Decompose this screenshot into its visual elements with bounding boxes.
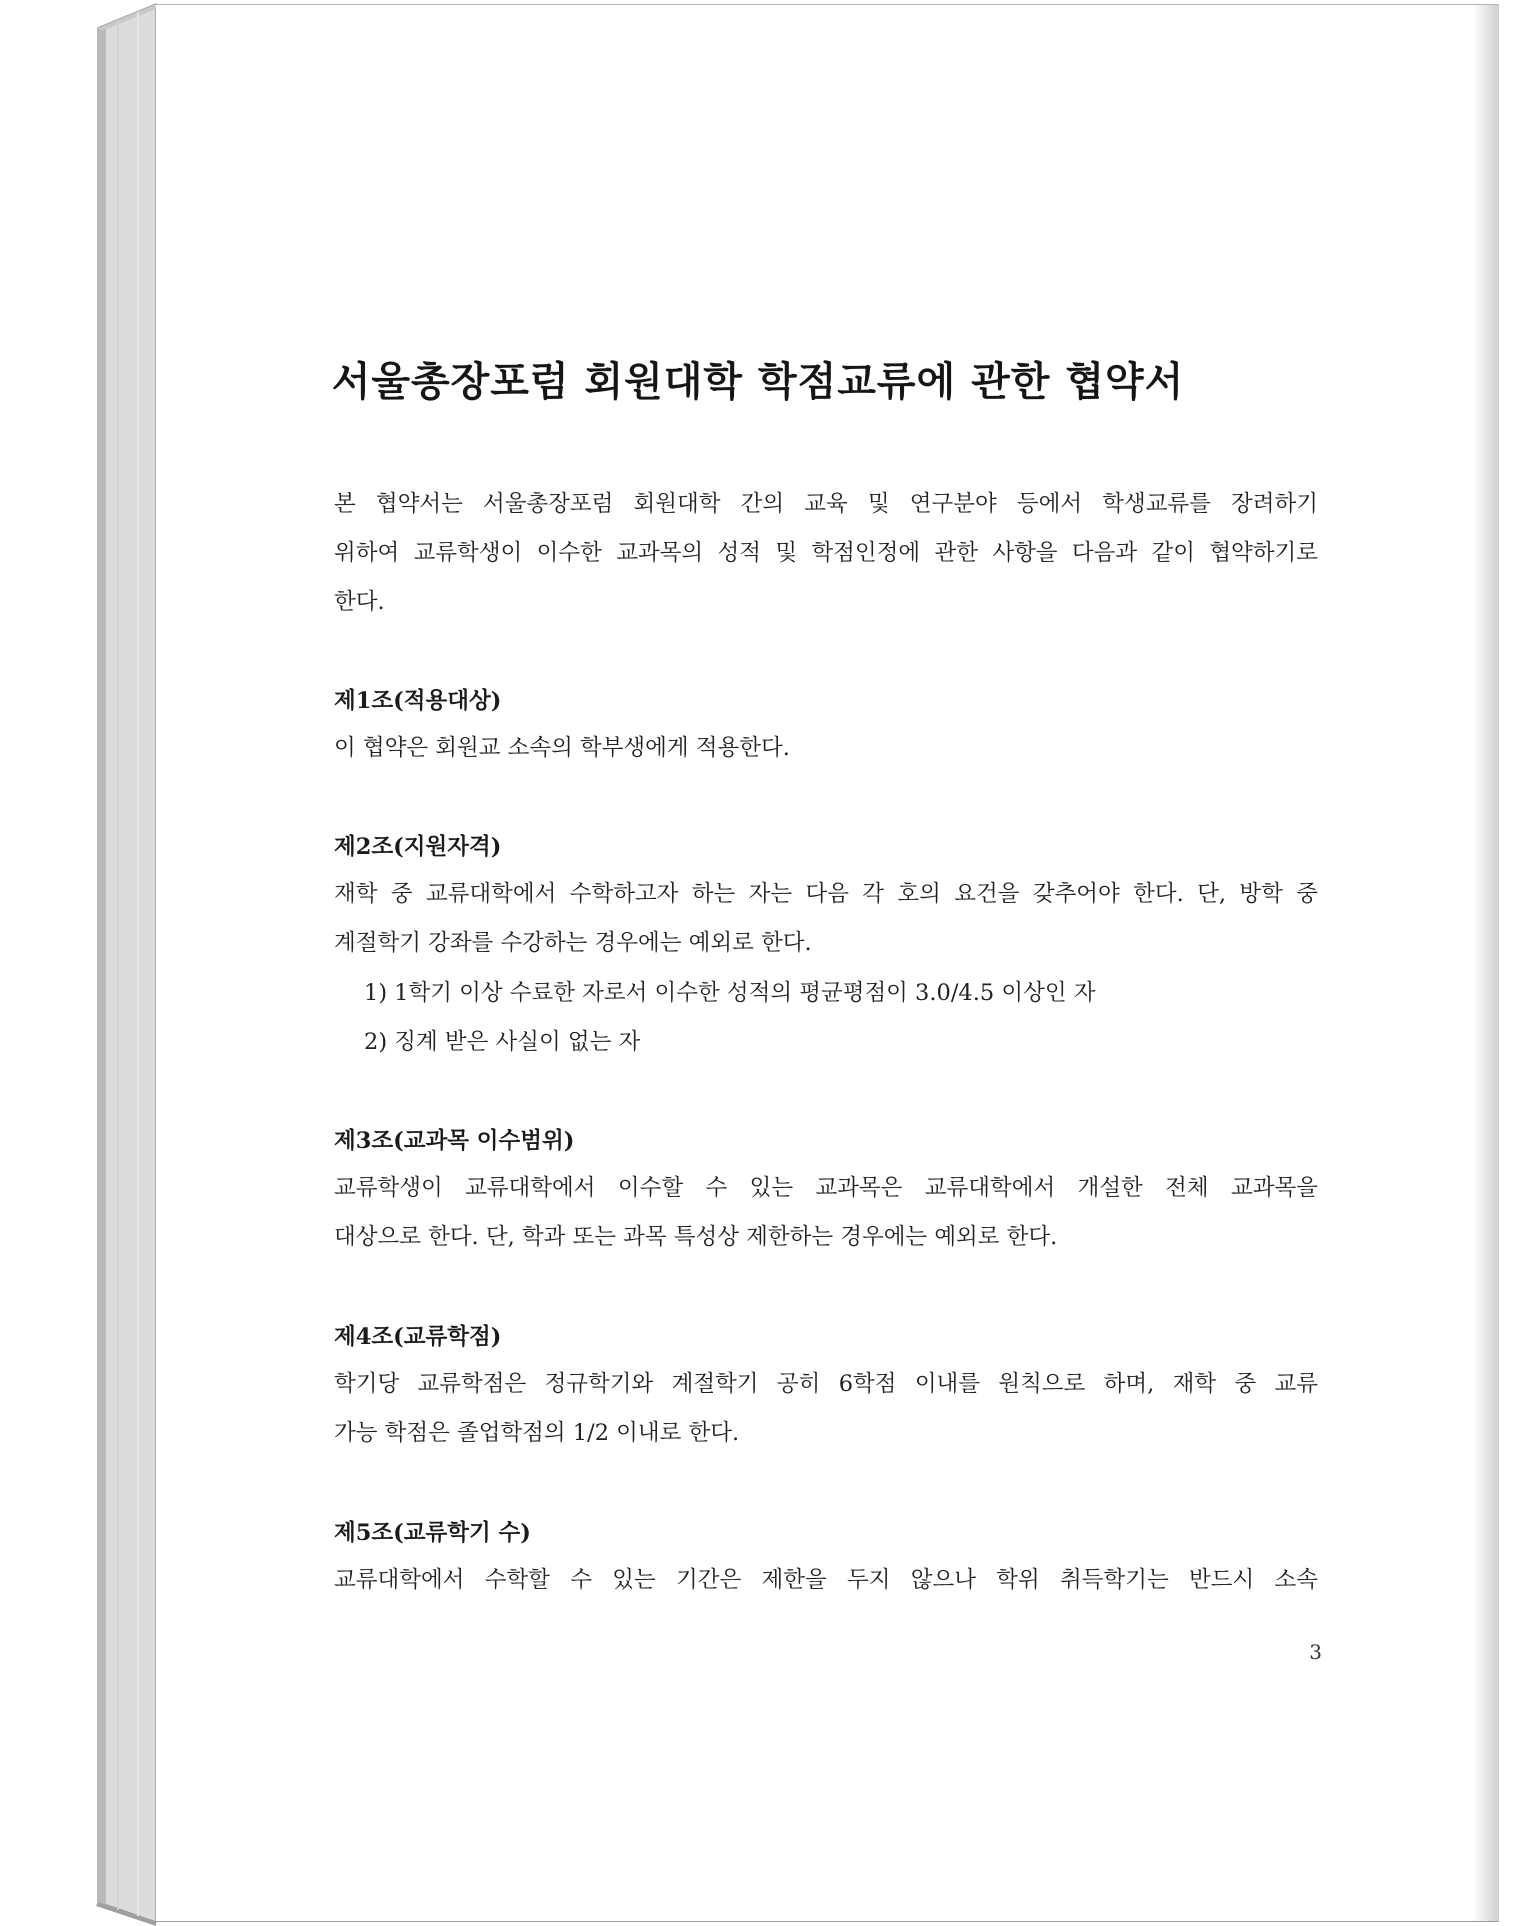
document-title: 서울총장포럼 회원대학 학점교류에 관한 협약서 [331, 359, 1185, 405]
preamble-line-2: 위하여 교류학생이 이수한 교과목의 성적 및 학점인정에 관한 사항을 다음과 같이 협약하기로 [334, 540, 1318, 566]
article-3-line-2: 대상으로 한다. 단, 학과 또는 과목 특성상 제한하는 경우에는 예외로 한다. [334, 1224, 1058, 1250]
article-5-line-1: 교류대학에서 수학할 수 있는 기간은 제한을 두지 않으나 학위 취득학기는 반드시 소속 [334, 1567, 1318, 1593]
article-4-line-1: 학기당 교류학점은 정규학기와 계절학기 공히 6학점 이내를 원칙으로 하며, 재학 중 교류 [334, 1371, 1318, 1397]
article-4-line-2: 가능 학점은 졸업학점의 1/2 이내로 한다. [334, 1420, 740, 1446]
article-1-heading: 제1조(적용대상) [334, 688, 502, 714]
page-number: 3 [1309, 1640, 1322, 1664]
article-1-line-1: 이 협약은 회원교 소속의 학부생에게 적용한다. [334, 735, 790, 761]
article-3-line-1: 교류학생이 교류대학에서 이수할 수 있는 교과목은 교류대학에서 개설한 전체 교과목을 [334, 1175, 1318, 1201]
page-edge-shadow [1472, 5, 1498, 1921]
article-2-heading: 제2조(지원자격) [334, 834, 502, 860]
article-2-line-2: 계절학기 강좌를 수강하는 경우에는 예외로 한다. [334, 930, 812, 956]
article-2-item-1: 1) 1학기 이상 수료한 자로서 이수한 성적의 평균평점이 3.0/4.5 이상인 자 [364, 980, 1096, 1006]
article-5-heading: 제5조(교류학기 수) [334, 1520, 531, 1546]
article-3-heading: 제3조(교과목 이수범위) [334, 1128, 575, 1154]
article-2-item-2: 2) 징계 받은 사실이 없는 자 [364, 1029, 641, 1055]
article-4-heading: 제4조(교류학점) [334, 1324, 502, 1350]
preamble-line-3: 한다. [334, 589, 385, 615]
article-2-line-1: 재학 중 교류대학에서 수학하고자 하는 자는 다음 각 호의 요건을 갖추어야 한다. 단, 방학 중 [334, 881, 1318, 907]
preamble-line-1: 본 협약서는 서울총장포럼 회원대학 간의 교육 및 연구분야 등에서 학생교류를 장려하기 [334, 491, 1318, 517]
